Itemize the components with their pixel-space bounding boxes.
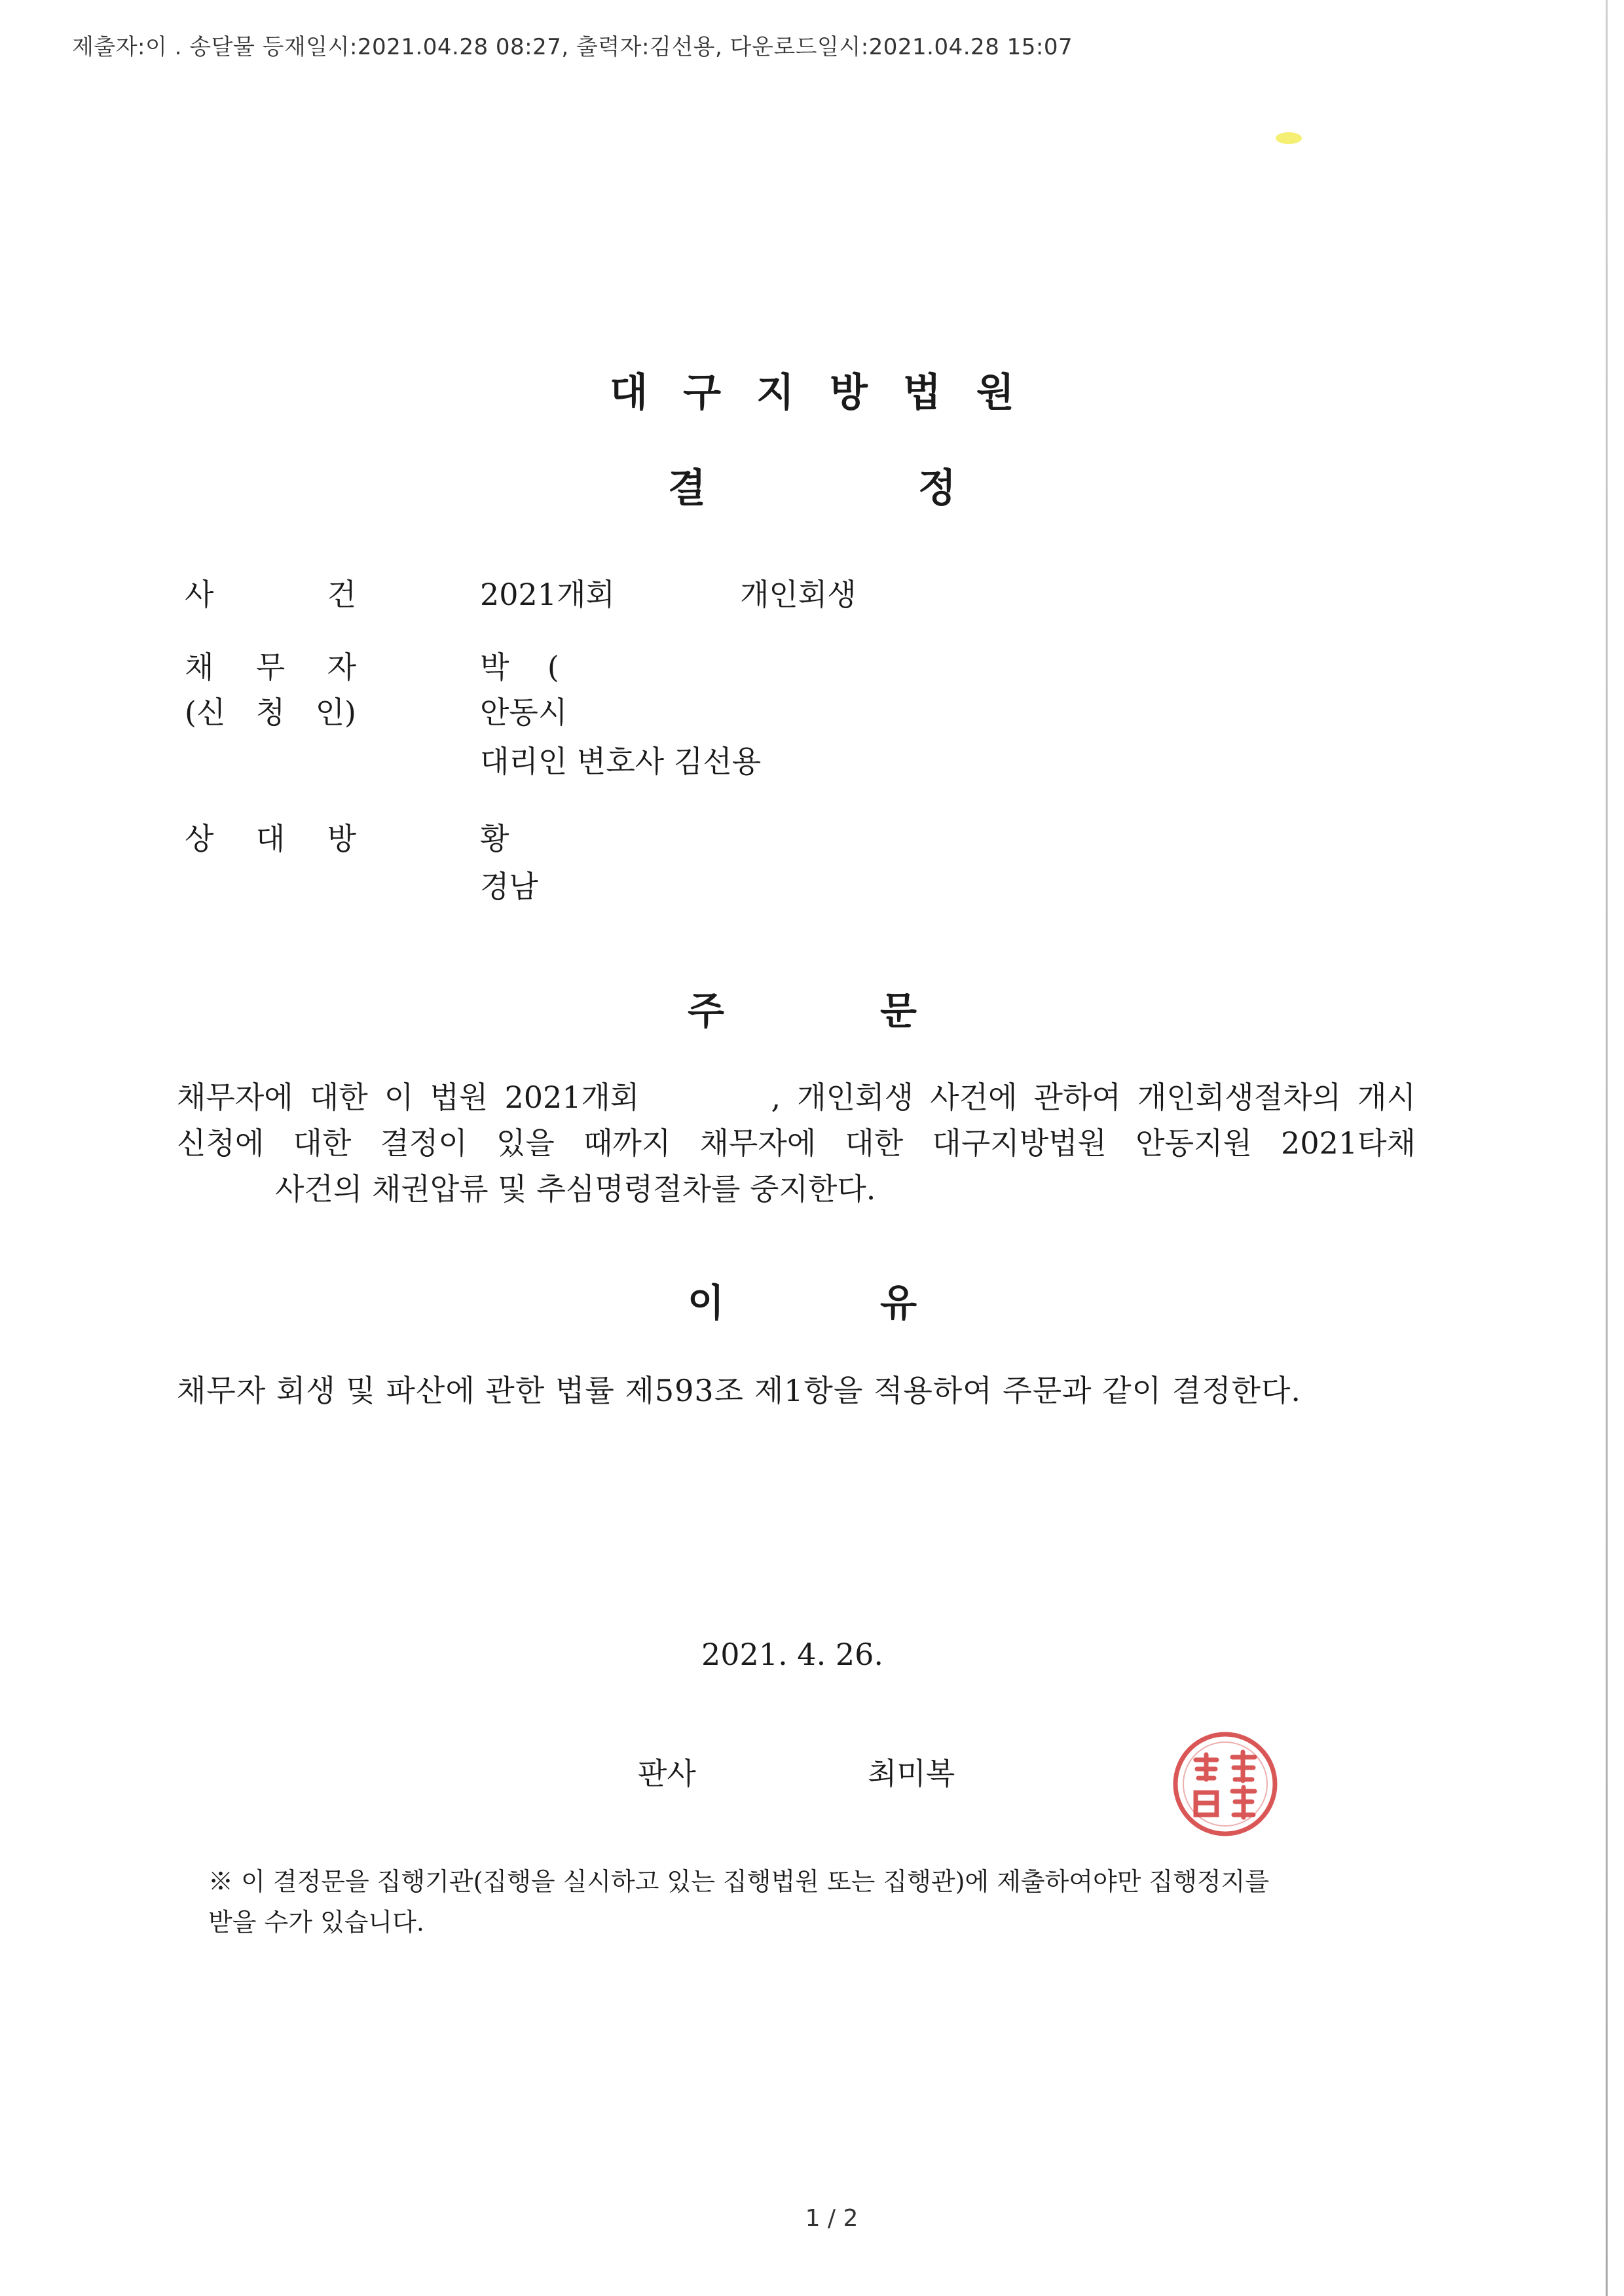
label-char: 무 (255, 649, 286, 685)
title-char: 결 (668, 465, 706, 511)
case-number: 2021개회 (480, 577, 615, 612)
label-char: 채 (185, 649, 214, 685)
label-char: 건 (327, 577, 356, 612)
label-char: 방 (327, 821, 356, 856)
enforcement-note-line-1: ※ 이 결정문을 집행기관(집행을 실시하고 있는 집행법원 또는 집행관)에 제출하여야만 집행정지를 (208, 1867, 1270, 1896)
label-char: 자 (327, 649, 356, 685)
case-type: 개인회생 (740, 577, 857, 612)
document-title (668, 457, 956, 513)
heading-char: 이 (688, 1281, 725, 1325)
applicant-sublabel (185, 689, 356, 732)
enforcement-note-line-2: 받을 수가 있습니다. (208, 1908, 424, 1937)
heading-char: 문 (879, 989, 917, 1033)
judge-seal-stamp (1170, 1728, 1281, 1840)
opponent-label (185, 815, 356, 858)
label-char: 청 (255, 695, 286, 730)
judge-label: 판사 (638, 1756, 696, 1791)
download-header: 제출자:이 . 송달물 등재일시:2021.04.28 08:27, 출력자:김선용, 다운로드일시:2021.04.28 15:07 (72, 34, 1073, 60)
label-char: 사 (185, 577, 214, 612)
highlighter-mark (1276, 132, 1302, 144)
scan-edge-line (1606, 0, 1608, 2296)
order-heading (688, 980, 917, 1035)
label-char: 인) (315, 695, 356, 730)
order-line-3: 사건의 채권압류 및 추심명령절차를 중지한다. (275, 1171, 876, 1207)
order-line-1: 채무자에 대한 이 법원 2021개회 , 개인회생 사건에 관하여 개인회생절차의 개시 (177, 1080, 1416, 1115)
heading-char: 주 (688, 989, 725, 1033)
debtor-label (185, 644, 356, 687)
debtor-name: 박 ( (480, 649, 559, 685)
title-char: 정 (918, 465, 956, 511)
case-label (185, 571, 356, 614)
page-number: 1 / 2 (805, 2205, 858, 2232)
debtor-address: 안동시 (480, 695, 568, 730)
label-char: 상 (185, 821, 214, 856)
order-line-2: 신청에 대한 결정이 있을 때까지 채무자에 대한 대구지방법원 안동지원 2021타채 (177, 1125, 1416, 1161)
court-name: 대구지방법원 (610, 370, 1050, 416)
decision-date: 2021. 4. 26. (701, 1637, 883, 1672)
label-char: (신 (185, 695, 226, 730)
debtor-agent: 대리인 변호사 김선용 (480, 744, 762, 779)
opponent-name: 황 (480, 821, 509, 856)
reason-text: 채무자 회생 및 파산에 관한 법률 제593조 제1항을 적용하여 주문과 같이 결정한다. (177, 1373, 1302, 1408)
reason-heading (688, 1272, 917, 1327)
judge-name: 최미복 (868, 1756, 955, 1791)
opponent-address: 경남 (480, 869, 538, 904)
heading-char: 유 (879, 1281, 917, 1325)
label-char: 대 (255, 821, 286, 856)
